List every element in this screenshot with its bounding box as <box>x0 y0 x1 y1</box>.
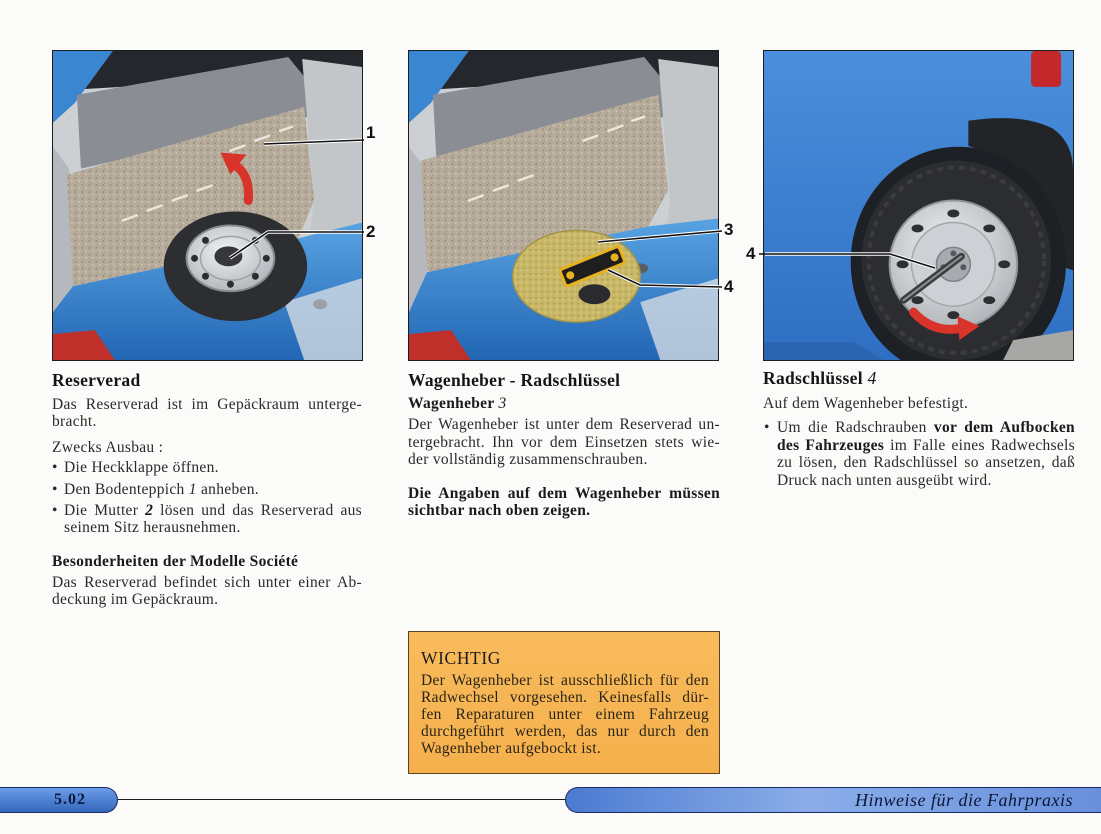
intro-line-2: bracht. <box>52 413 97 430</box>
step-text-line-1 <box>64 503 362 520</box>
step-ref-number: 1 <box>188 481 197 498</box>
heading-ref-number: 4 <box>867 368 877 388</box>
subheading-wagenheber <box>408 395 720 412</box>
heading-wagenheber-radschluessel: Wagenheber - Radschlüssel <box>408 370 621 390</box>
bullet-line-2-bold: des Fahrzeuges <box>777 436 885 454</box>
step-text-after: lösen und das Reserverad aus <box>153 502 363 519</box>
bullet: • <box>52 481 58 498</box>
paragraph-radschluessel: Auf dem Wagenheber befestigt. <box>763 395 969 412</box>
step-text-after: anheben. <box>196 481 259 498</box>
wagenheber-line-2: tergebracht. Ihn vor dem Einsetzen stets wie- <box>408 433 720 451</box>
heading-radschluessel <box>763 368 1075 388</box>
heading-text: Radschlüssel <box>763 368 863 388</box>
trunk-spare-wheel-illustration <box>53 51 362 360</box>
note-wagenheber <box>408 485 720 519</box>
subheading-text: Wagenheber <box>408 395 495 412</box>
callout-number-nut: 2 <box>366 222 376 241</box>
step-text: Die Heckklappe öffnen. <box>64 459 219 476</box>
photo-spare-wheel-in-trunk <box>52 50 363 361</box>
intro-line-1: Das Reserverad ist im Gepäckraum unterge- <box>52 396 362 413</box>
note-line-2: sichtbar nach oben zeigen. <box>408 502 591 519</box>
bullet-loosen-wheel-bolts <box>764 419 1075 490</box>
wagenheber-line-1: Der Wagenheber ist unter dem Reserverad un- <box>408 416 720 433</box>
jack-screw <box>578 284 610 304</box>
step-lift-carpet <box>52 481 362 498</box>
warning-line-2: Radwechsel vorgesehen. Keinesfalls dür- <box>421 689 709 706</box>
spare-wheel <box>164 211 308 321</box>
societe-line-1: Das Reserverad befindet sich unter einer Ab- <box>52 574 362 591</box>
step-text-before: Die Mutter <box>64 502 146 519</box>
wheel-wrench-illustration <box>764 51 1073 360</box>
section-title-tab <box>565 787 1101 813</box>
warning-box <box>408 631 720 774</box>
warning-line-4: durchgeführt werden, das nur durch den <box>421 723 709 740</box>
bullet: • <box>52 459 58 476</box>
note-line-1: Die Angaben auf dem Wagenheber müssen <box>408 485 720 502</box>
bullet-line-1 <box>777 419 1075 437</box>
step-text-before: Den Bodenteppich <box>64 481 189 498</box>
callout-number-carpet: 1 <box>366 123 376 142</box>
section-title: Hinweise für die Fahrpraxis <box>855 790 1073 810</box>
step-text <box>64 481 362 498</box>
bullet-line-2 <box>777 437 1075 455</box>
bullet: • <box>52 502 58 519</box>
photo-wheel-wrench <box>763 50 1074 361</box>
footer-rule <box>118 799 567 800</box>
bullet-line-1-text: Um die Radschrauben <box>777 419 934 436</box>
warning-line-1: Der Wagenheber ist ausschließlich für den <box>421 672 709 689</box>
photo-jack-in-trunk <box>408 50 719 361</box>
wagenheber-line-3: der vollständig zusammenschrauben. <box>408 451 648 468</box>
bullet-line-2-text: im Falle eines Radwechsels <box>884 436 1075 454</box>
tail-light <box>1031 51 1061 87</box>
paragraph-wagenheber <box>408 416 720 469</box>
page-number: 5.02 <box>54 791 86 808</box>
bullet-line-4: Druck nach unten ausgeübt wird. <box>777 472 992 490</box>
step-ref-number: 2 <box>145 502 154 519</box>
heading-societe-models: Besonderheiten der Modelle Société <box>52 553 299 570</box>
warning-text <box>421 672 709 757</box>
steps-label: Zwecks Ausbau : <box>52 439 164 456</box>
step-open-tailgate <box>52 459 362 476</box>
step-remove-wheel <box>52 503 362 536</box>
bullet-line-1-bold: vor dem Aufbocken <box>933 419 1075 436</box>
trunk-jack-illustration <box>409 51 718 360</box>
paragraph-reserverad-intro <box>52 396 362 430</box>
page-number-tab <box>0 787 118 813</box>
callout-number-jack: 3 <box>724 220 734 239</box>
callout-number-wrench: 4 <box>746 244 756 263</box>
warning-title: WICHTIG <box>421 648 502 668</box>
bullet-line-3: zu lösen, den Radschlüssel so ansetzen, daß <box>777 454 1075 472</box>
step-text-line-2: seinem Sitz herausnehmen. <box>64 518 241 536</box>
warning-line-5: Wagenheber aufgebockt ist. <box>421 740 601 757</box>
subheading-ref-number: 3 <box>498 395 507 412</box>
heading-reserverad: Reserverad <box>52 370 141 390</box>
societe-line-2: deckung im Gepäckraum. <box>52 591 219 608</box>
callout-number-wrench-stowed: 4 <box>724 277 734 296</box>
paragraph-societe <box>52 574 362 608</box>
bullet: • <box>764 419 770 436</box>
warning-line-3: fen Reparaturen unter einem Fahrzeug <box>421 706 709 723</box>
lock-button <box>313 299 327 309</box>
